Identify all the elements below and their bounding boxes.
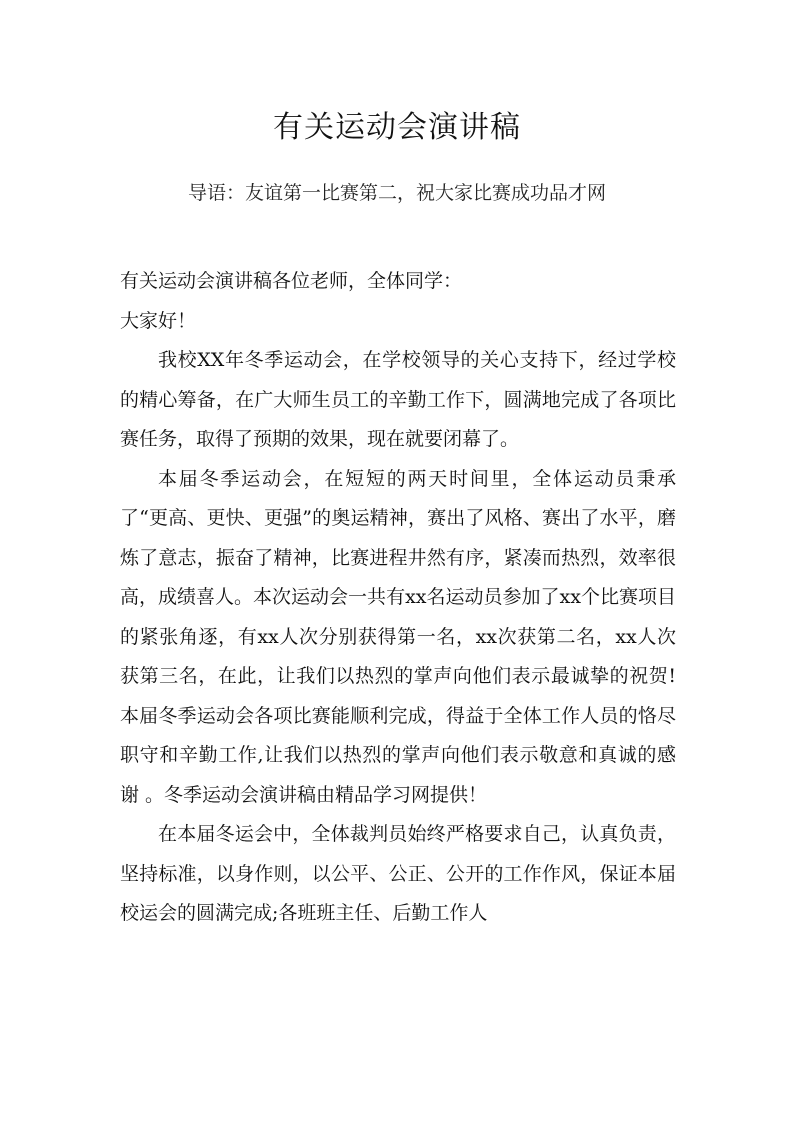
document-title: 有关运动会演讲稿 bbox=[273, 110, 521, 145]
document-subtitle: 导语：友谊第一比赛第二，祝大家比赛成功品才网 bbox=[187, 182, 606, 204]
body-paragraph: 在本届冬运会中，全体裁判员始终严格要求自己，认真负责，坚持标准，以身作则，以公平、公正、公开的工作作风，保证本届校运会的圆满完成;各班班主任、后勤工作人 bbox=[120, 823, 676, 924]
document-body bbox=[120, 262, 676, 934]
greeting-line: 大家好！ bbox=[120, 309, 197, 332]
salutation-line: 有关运动会演讲稿各位老师，全体同学： bbox=[120, 270, 463, 292]
body-paragraph: 我校XX年冬季运动会，在学校领导的关心支持下，经过学校的精心筹备，在广大师生员工的辛勤工作下，圆满地完成了各项比赛任务，取得了预期的效果，现在就要闭幕了。 bbox=[120, 349, 676, 450]
body-paragraph: 本届冬季运动会，在短短的两天时间里，全体运动员秉承了“更高、更快、更强”的奥运精神，赛出了风格、赛出了水平，磨炼了意志，振奋了精神，比赛进程井然有序，紧凑而热烈，效率很高，成绩喜人。本次运动会一共有xx名运动员参加了xx个比赛项目的紧张角逐，有xx人次分别获得第一名，xx次获第二名，xx人次获第三名，在此，让我们以热烈的掌声向他们表示最诚挚的祝贺!本届冬季运动会各项比赛能顺利完成，得益于全体工作人员的恪尽职守和辛勤工作,让我们以热烈的掌声向他们表示敬意和真诚的感谢 。冬季运动会演讲稿由精品学习网提供！ bbox=[120, 467, 676, 806]
